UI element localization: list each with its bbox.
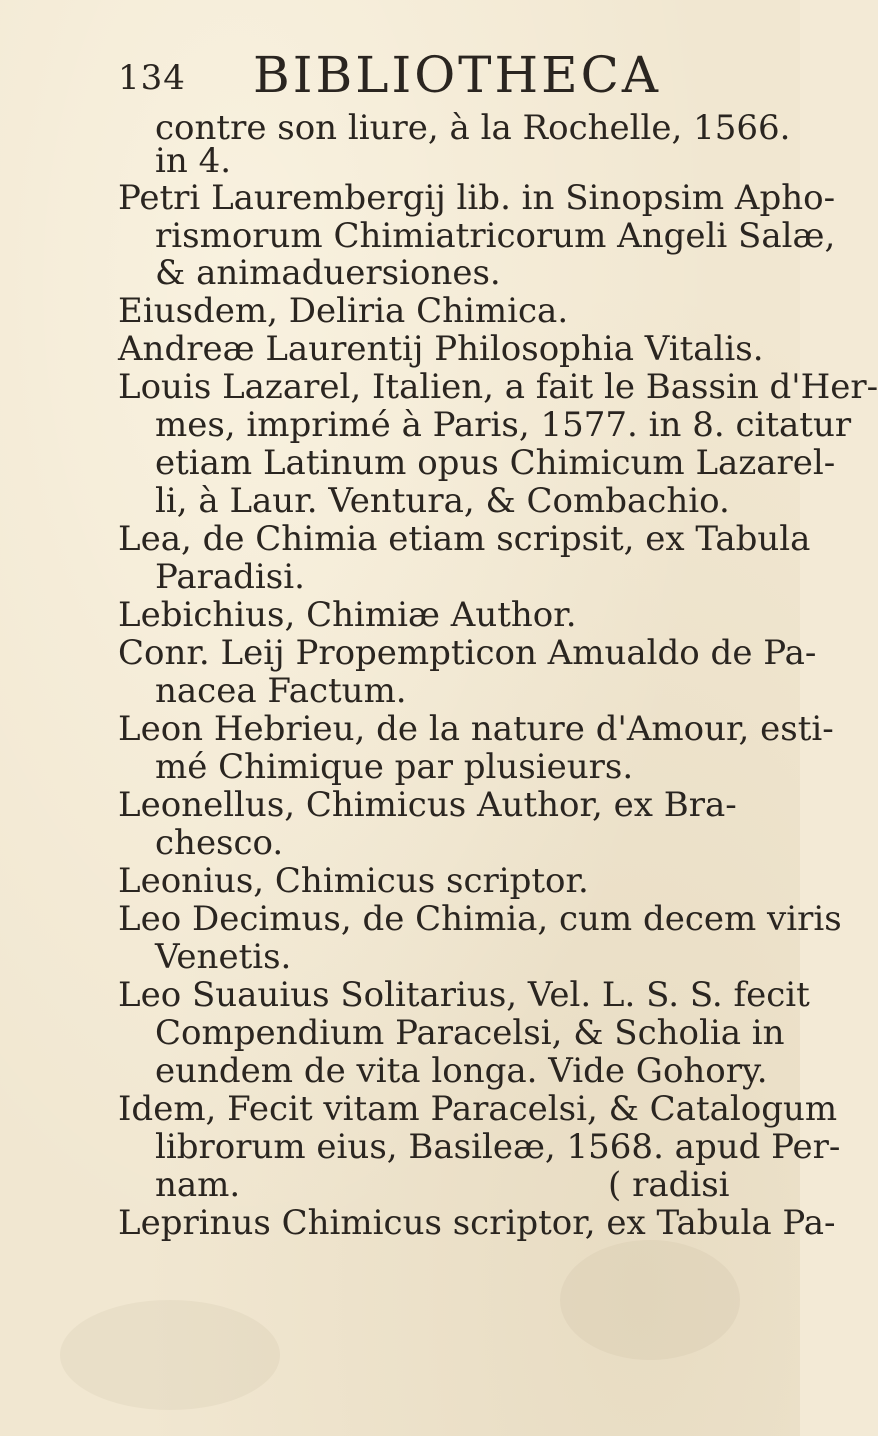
catchword-note: ( radisi — [608, 1165, 730, 1205]
page-number: 134 — [118, 58, 186, 98]
text-line: Leo Decimus, de Chimia, cum decem viris — [118, 899, 842, 939]
text-line: Leonius, Chimicus scriptor. — [118, 861, 589, 901]
page-header — [118, 44, 678, 104]
text-line: Leon Hebrieu, de la nature d'Amour, esti- — [118, 709, 834, 749]
text-line: Lebichius, Chimiæ Author. — [118, 595, 577, 635]
text-line: mes, imprimé à Paris, 1577. in 8. citatur — [155, 405, 852, 445]
text-line: Lea, de Chimia etiam scripsit, ex Tabula — [118, 519, 811, 559]
text-line: rismorum Chimiatricorum Angeli Salæ, — [155, 216, 836, 256]
text-line: Eiusdem, Deliria Chimica. — [118, 291, 569, 331]
text-line: eundem de vita longa. Vide Gohory. — [155, 1051, 768, 1091]
text-line: contre son liure, à la Rochelle, 1566. — [155, 108, 791, 148]
text-line: etiam Latinum opus Chimicum Lazarel- — [155, 443, 836, 483]
text-line: Andreæ Laurentij Philosophia Vitalis. — [118, 329, 764, 369]
text-line: Idem, Fecit vitam Paracelsi, & Catalogum — [118, 1089, 838, 1129]
text-line: Venetis. — [155, 937, 292, 977]
text-line: mé Chimique par plusieurs. — [155, 747, 634, 787]
text-line: Leprinus Chimicus scriptor, ex Tabula Pa- — [118, 1203, 836, 1243]
text-line: Petri Laurembergij lib. in Sinopsim Apho- — [118, 178, 836, 218]
text-line: Compendium Paracelsi, & Scholia in — [155, 1013, 785, 1053]
text-line: librorum eius, Basileæ, 1568. apud Per- — [155, 1127, 841, 1167]
text-line: & animaduersiones. — [155, 253, 501, 293]
text-line: Leonellus, Chimicus Author, ex Bra- — [118, 785, 737, 825]
text-line: in 4. — [155, 141, 232, 181]
paper-stain — [60, 1300, 280, 1410]
text-line: Conr. Leij Propempticon Amualdo de Pa- — [118, 633, 817, 673]
text-line: Paradisi. — [155, 557, 305, 597]
text-line: nacea Factum. — [155, 671, 407, 711]
text-line: chesco. — [155, 823, 284, 863]
text-line: Leo Suauius Solitarius, Vel. L. S. S. fecit — [118, 975, 810, 1015]
text-line: nam. — [155, 1165, 241, 1205]
paper-stain — [560, 1240, 740, 1360]
running-title: BIBLIOTHECA — [253, 46, 661, 104]
text-line: li, à Laur. Ventura, & Combachio. — [155, 481, 730, 521]
text-line: Louis Lazarel, Italien, a fait le Bassin d'Her- — [118, 367, 878, 407]
